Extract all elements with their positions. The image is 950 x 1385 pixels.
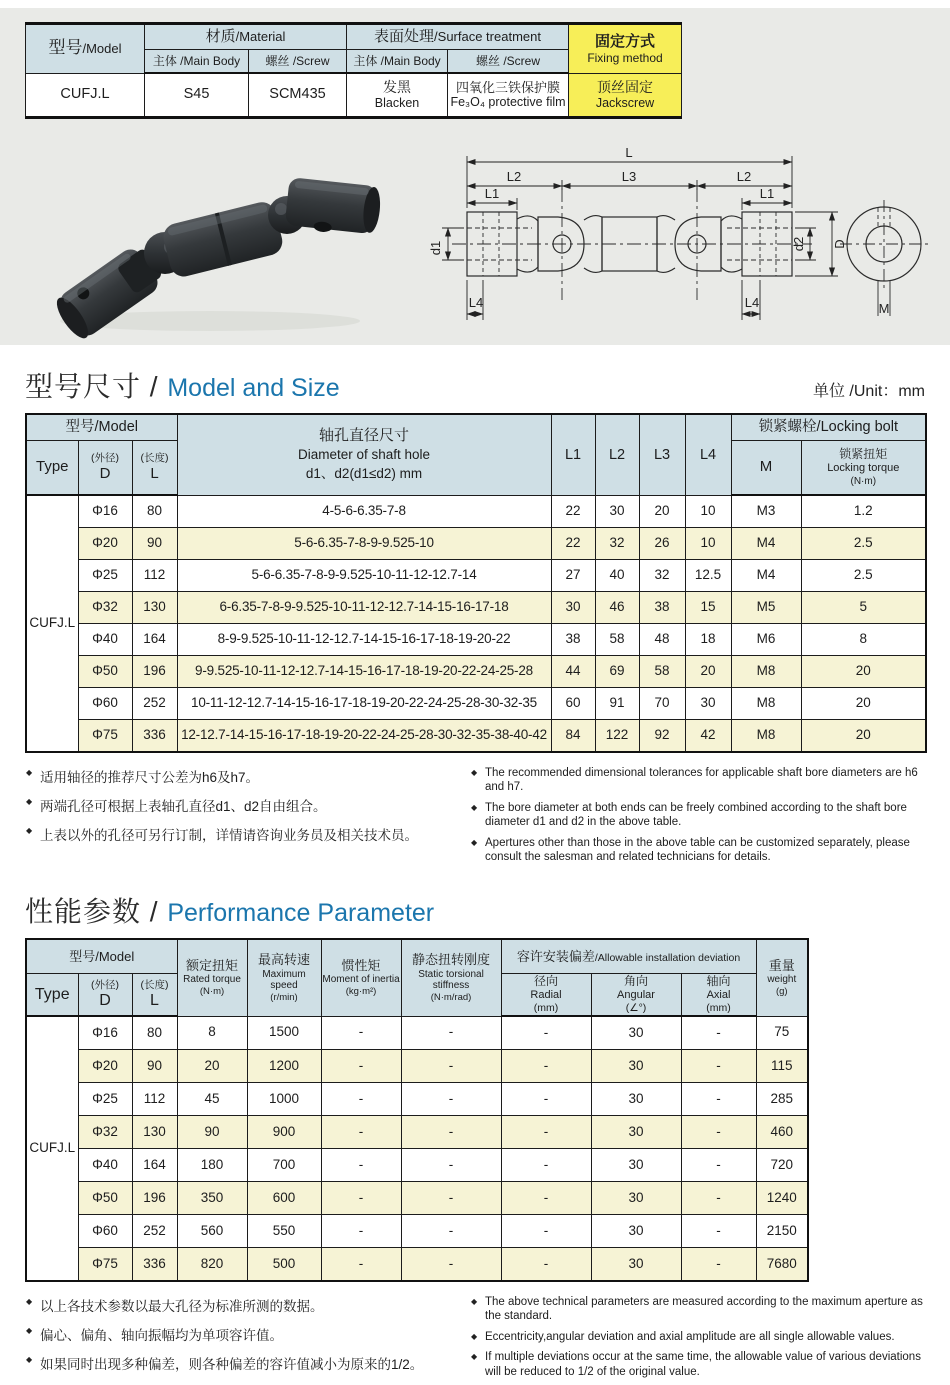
cell-max-speed: 550 bbox=[247, 1215, 321, 1248]
table-row bbox=[26, 495, 926, 528]
screw-header: 螺丝 /Screw bbox=[448, 50, 569, 74]
cell-torque: 1.2 bbox=[801, 495, 926, 528]
cell-m: M8 bbox=[731, 688, 801, 720]
table-row bbox=[26, 528, 926, 560]
cell-l3: 58 bbox=[639, 656, 685, 688]
cell-l2: 30 bbox=[595, 495, 639, 528]
cell-axial: - bbox=[681, 1215, 756, 1248]
cell-fixing-method: 顶丝固定 Jackscrew bbox=[569, 73, 682, 118]
length-header: (长度) L bbox=[132, 441, 177, 496]
cell-m: M8 bbox=[731, 656, 801, 688]
cell-outer-diameter: Φ40 bbox=[78, 624, 132, 656]
size-notes bbox=[25, 766, 925, 870]
dimension-labels bbox=[428, 145, 889, 316]
cell-angular: 30 bbox=[591, 1116, 681, 1149]
shaft-hole-header: 轴孔直径尺寸 Diameter of shaft hole d1、d2(d1≤d2) mm bbox=[177, 414, 551, 495]
main-body-header: 主体 /Main Body bbox=[145, 50, 249, 74]
cell-radial: - bbox=[501, 1182, 591, 1215]
universal-joint-photo bbox=[25, 143, 385, 343]
cell-l4: 10 bbox=[685, 528, 731, 560]
size-notes-en bbox=[470, 766, 925, 870]
cell-l4: 18 bbox=[685, 624, 731, 656]
dim-label-l1: L1 bbox=[759, 186, 775, 201]
cell-l4: 15 bbox=[685, 592, 731, 624]
cell-l2: 40 bbox=[595, 560, 639, 592]
cell-length: 196 bbox=[132, 656, 177, 688]
cell-axial: - bbox=[681, 1050, 756, 1083]
cell-inertia: - bbox=[321, 1215, 401, 1248]
note-item: ◆ 上表以外的孔径可另行订制，详情请咨询业务员及相关技术员。 bbox=[25, 824, 470, 844]
size-title-en: Model and Size bbox=[167, 374, 340, 402]
model-group-header: 型号/Model bbox=[26, 939, 177, 974]
cell-length: 252 bbox=[132, 1215, 177, 1248]
table-row bbox=[26, 1248, 808, 1282]
cell-l1: 30 bbox=[551, 592, 595, 624]
note-item: ◆ 偏心、偏角、轴向振幅均为单项容许值。 bbox=[25, 1324, 470, 1344]
cell-rated-torque: 820 bbox=[177, 1248, 247, 1282]
cell-radial: - bbox=[501, 1116, 591, 1149]
cell-outer-diameter: Φ32 bbox=[78, 592, 132, 624]
cell-inertia: - bbox=[321, 1149, 401, 1182]
top-section bbox=[0, 8, 950, 345]
cell-torque: 2.5 bbox=[801, 560, 926, 592]
perf-title-en: Performance Parameter bbox=[167, 899, 435, 928]
unit-note: 单位 /Unit：mm bbox=[812, 383, 925, 400]
surface-treatment-header: 表面处理/Surface treatment bbox=[347, 24, 569, 50]
cell-radial: - bbox=[501, 1016, 591, 1050]
cell-l1: 22 bbox=[551, 495, 595, 528]
cell-rated-torque: 180 bbox=[177, 1149, 247, 1182]
cell-length: 130 bbox=[132, 592, 177, 624]
cell-angular: 30 bbox=[591, 1050, 681, 1083]
cell-axial: - bbox=[681, 1083, 756, 1116]
cell-stiffness: - bbox=[401, 1083, 501, 1116]
cell-screw-material: SCM435 bbox=[249, 73, 347, 118]
cell-radial: - bbox=[501, 1083, 591, 1116]
axial-header: 轴向 Axial (mm) bbox=[681, 974, 756, 1016]
cell-screw-surface: 四氧化三铁保护膜 Fe₃O₄ protective film bbox=[448, 73, 569, 118]
material-header: 材质/Material bbox=[145, 24, 347, 50]
cell-outer-diameter: Φ60 bbox=[78, 1215, 132, 1248]
cell-l4: 42 bbox=[685, 720, 731, 753]
note-item: ◆ Eccentricity,angular deviation and axial amplitude are all single allowable values. bbox=[470, 1330, 925, 1344]
perf-notes-cn bbox=[25, 1295, 470, 1385]
radial-header: 径向 Radial (mm) bbox=[501, 974, 591, 1016]
cell-l4: 30 bbox=[685, 688, 731, 720]
cell-shaft-holes: 5-6-6.35-7-8-9-9.525-10-11-12-12.7-14 bbox=[177, 560, 551, 592]
note-item: ◆ Apertures other than those in the above table can be customized separately, please consult the salesman and related technicians for details. bbox=[470, 836, 925, 865]
cell-l1: 22 bbox=[551, 528, 595, 560]
stiffness-header: 静态扭转刚度 Static torsional stiffness (N·m/rad) bbox=[401, 939, 501, 1016]
note-item: ◆ If multiple deviations occur at the same time, the allowable value of various deviations will be reduced to 1/2 of the original value. bbox=[470, 1350, 925, 1379]
deviation-group-header: 容许安装偏差/Allowable installation deviation bbox=[501, 939, 756, 974]
dim-label-l4: L4 bbox=[468, 295, 484, 310]
cell-outer-diameter: Φ50 bbox=[78, 1182, 132, 1215]
size-notes-cn bbox=[25, 766, 470, 870]
cell-max-speed: 1200 bbox=[247, 1050, 321, 1083]
material-table bbox=[25, 22, 682, 119]
table-row bbox=[26, 1116, 808, 1149]
cell-max-speed: 700 bbox=[247, 1149, 321, 1182]
cell-radial: - bbox=[501, 1050, 591, 1083]
cell-shaft-holes: 12-12.7-14-15-16-17-18-19-20-22-24-25-28-30-32-35-38-40-42 bbox=[177, 720, 551, 753]
l3-header: L3 bbox=[639, 414, 685, 495]
cell-outer-diameter: Φ16 bbox=[78, 495, 132, 528]
perf-section-header bbox=[25, 890, 925, 930]
cell-m: M5 bbox=[731, 592, 801, 624]
cell-weight: 7680 bbox=[756, 1248, 808, 1282]
dim-label-l3: L3 bbox=[621, 169, 637, 184]
performance-table bbox=[25, 938, 809, 1282]
cell-max-speed: 500 bbox=[247, 1248, 321, 1282]
cell-l4: 12.5 bbox=[685, 560, 731, 592]
cell-rated-torque: 20 bbox=[177, 1050, 247, 1083]
inertia-header: 惯性矩 Moment of inertia (kg·m²) bbox=[321, 939, 401, 1016]
cell-torque: 8 bbox=[801, 624, 926, 656]
cell-body-material: S45 bbox=[145, 73, 249, 118]
angular-header: 角向 Angular (∠°) bbox=[591, 974, 681, 1016]
outer-diameter-header: (外径) D bbox=[78, 441, 132, 496]
dim-label-m: M bbox=[878, 301, 890, 316]
cell-body-surface: 发黑 Blacken bbox=[347, 73, 448, 118]
table-row bbox=[26, 1050, 808, 1083]
dim-label-l2: L2 bbox=[736, 169, 752, 184]
dimension-lines bbox=[442, 156, 838, 320]
cell-shaft-holes: 10-11-12-12.7-14-15-16-17-18-19-20-22-24-25-28-30-32-35 bbox=[177, 688, 551, 720]
table-row bbox=[26, 688, 926, 720]
cell-radial: - bbox=[501, 1149, 591, 1182]
cell-l2: 46 bbox=[595, 592, 639, 624]
cell-length: 90 bbox=[132, 528, 177, 560]
cell-l3: 92 bbox=[639, 720, 685, 753]
cell-max-speed: 900 bbox=[247, 1116, 321, 1149]
cell-shaft-holes: 9-9.525-10-11-12-12.7-14-15-16-17-18-19-20-22-24-25-28 bbox=[177, 656, 551, 688]
model-header: 型号/Model bbox=[26, 24, 145, 74]
length-header: (长度) L bbox=[132, 974, 177, 1016]
cell-length: 336 bbox=[132, 720, 177, 753]
cell-m: M4 bbox=[731, 560, 801, 592]
cell-weight: 115 bbox=[756, 1050, 808, 1083]
cell-stiffness: - bbox=[401, 1248, 501, 1282]
cell-l2: 69 bbox=[595, 656, 639, 688]
cell-max-speed: 1500 bbox=[247, 1016, 321, 1050]
cell-outer-diameter: Φ75 bbox=[78, 1248, 132, 1282]
cell-rated-torque: 45 bbox=[177, 1083, 247, 1116]
cell-length: 252 bbox=[132, 688, 177, 720]
cell-outer-diameter: Φ40 bbox=[78, 1149, 132, 1182]
cell-l1: 60 bbox=[551, 688, 595, 720]
cell-l2: 122 bbox=[595, 720, 639, 753]
cell-length: 164 bbox=[132, 1149, 177, 1182]
cell-rated-torque: 560 bbox=[177, 1215, 247, 1248]
cell-outer-diameter: Φ60 bbox=[78, 688, 132, 720]
cell-length: 336 bbox=[132, 1248, 177, 1282]
note-item: ◆ 两端孔径可根据上表轴孔直径d1、d2自由组合。 bbox=[25, 795, 470, 815]
cell-shaft-holes: 8-9-9.525-10-11-12-12.7-14-15-16-17-18-19-20-22 bbox=[177, 624, 551, 656]
type-header: Type bbox=[26, 974, 78, 1016]
cell-length: 164 bbox=[132, 624, 177, 656]
cell-max-speed: 1000 bbox=[247, 1083, 321, 1116]
rated-torque-header: 额定扭矩 Rated torque (N·m) bbox=[177, 939, 247, 1016]
cell-torque: 2.5 bbox=[801, 528, 926, 560]
cell-weight: 720 bbox=[756, 1149, 808, 1182]
cell-inertia: - bbox=[321, 1182, 401, 1215]
cell-stiffness: - bbox=[401, 1182, 501, 1215]
cell-stiffness: - bbox=[401, 1050, 501, 1083]
cell-outer-diameter: Φ32 bbox=[78, 1116, 132, 1149]
cell-m: M6 bbox=[731, 624, 801, 656]
model-group-header: 型号/Model bbox=[26, 414, 177, 441]
dimension-drawing bbox=[412, 124, 940, 346]
l2-header: L2 bbox=[595, 414, 639, 495]
table-row bbox=[26, 24, 682, 50]
max-speed-header: 最高转速 Maximum speed (r/min) bbox=[247, 939, 321, 1016]
cell-type: CUFJ.L bbox=[26, 1016, 78, 1281]
cell-l1: 27 bbox=[551, 560, 595, 592]
cell-stiffness: - bbox=[401, 1215, 501, 1248]
cell-rated-torque: 90 bbox=[177, 1116, 247, 1149]
dim-label-l: L bbox=[625, 145, 633, 160]
cell-l3: 20 bbox=[639, 495, 685, 528]
cell-type: CUFJ.L bbox=[26, 495, 78, 752]
cell-radial: - bbox=[501, 1215, 591, 1248]
table-row bbox=[26, 1215, 808, 1248]
cell-inertia: - bbox=[321, 1016, 401, 1050]
cell-l1: 44 bbox=[551, 656, 595, 688]
size-table bbox=[25, 413, 927, 753]
cell-max-speed: 600 bbox=[247, 1182, 321, 1215]
perf-title-cn: 性能参数 / bbox=[25, 896, 159, 928]
product-photo bbox=[25, 143, 385, 343]
cell-l3: 70 bbox=[639, 688, 685, 720]
table-row bbox=[26, 1016, 808, 1050]
cell-angular: 30 bbox=[591, 1215, 681, 1248]
cell-torque: 5 bbox=[801, 592, 926, 624]
cell-outer-diameter: Φ16 bbox=[78, 1016, 132, 1050]
cell-weight: 460 bbox=[756, 1116, 808, 1149]
note-item: ◆ The above technical parameters are measured according to the maximum aperture as the standard. bbox=[470, 1295, 925, 1324]
cell-model: CUFJ.L bbox=[26, 73, 145, 118]
cell-length: 130 bbox=[132, 1116, 177, 1149]
cell-l2: 58 bbox=[595, 624, 639, 656]
table-row bbox=[26, 720, 926, 753]
cell-weight: 1240 bbox=[756, 1182, 808, 1215]
cell-stiffness: - bbox=[401, 1149, 501, 1182]
cell-stiffness: - bbox=[401, 1116, 501, 1149]
table-row bbox=[26, 1149, 808, 1182]
cell-l1: 84 bbox=[551, 720, 595, 753]
dim-label-l2: L2 bbox=[506, 169, 522, 184]
cell-l3: 48 bbox=[639, 624, 685, 656]
cell-axial: - bbox=[681, 1016, 756, 1050]
dim-label-l4: L4 bbox=[744, 295, 760, 310]
cell-radial: - bbox=[501, 1248, 591, 1282]
cell-outer-diameter: Φ25 bbox=[78, 560, 132, 592]
table-row bbox=[26, 624, 926, 656]
outer-diameter-header: (外径) D bbox=[78, 974, 132, 1016]
note-item: ◆ The recommended dimensional tolerances for applicable shaft bore diameters are h6 and h7. bbox=[470, 766, 925, 795]
perf-notes-en bbox=[470, 1295, 925, 1385]
cell-length: 112 bbox=[132, 1083, 177, 1116]
cell-m: M4 bbox=[731, 528, 801, 560]
cell-outer-diameter: Φ20 bbox=[78, 528, 132, 560]
cell-shaft-holes: 4-5-6-6.35-7-8 bbox=[177, 495, 551, 528]
m-header: M bbox=[731, 441, 801, 496]
cell-shaft-holes: 5-6-6.35-7-8-9-9.525-10 bbox=[177, 528, 551, 560]
note-item: ◆ The bore diameter at both ends can be freely combined according to the shaft bore diameter d1 and d2 in the above table. bbox=[470, 801, 925, 830]
cell-l4: 10 bbox=[685, 495, 731, 528]
note-item: ◆ 适用轴径的推荐尺寸公差为h6及h7。 bbox=[25, 766, 470, 786]
cell-axial: - bbox=[681, 1182, 756, 1215]
locking-torque-header: 锁紧扭矩 Locking torque (N·m) bbox=[801, 441, 926, 496]
table-row bbox=[26, 414, 926, 441]
l4-header: L4 bbox=[685, 414, 731, 495]
cell-angular: 30 bbox=[591, 1083, 681, 1116]
perf-notes bbox=[25, 1295, 925, 1385]
cell-angular: 30 bbox=[591, 1248, 681, 1282]
dim-label-l1: L1 bbox=[484, 186, 500, 201]
cell-l1: 38 bbox=[551, 624, 595, 656]
cell-angular: 30 bbox=[591, 1016, 681, 1050]
cell-torque: 20 bbox=[801, 688, 926, 720]
locking-bolt-group-header: 锁紧螺栓/Locking bolt bbox=[731, 414, 926, 441]
end-view bbox=[840, 200, 928, 316]
cell-inertia: - bbox=[321, 1248, 401, 1282]
cell-weight: 75 bbox=[756, 1016, 808, 1050]
hidden-lines bbox=[452, 188, 812, 300]
cell-outer-diameter: Φ75 bbox=[78, 720, 132, 753]
cell-length: 112 bbox=[132, 560, 177, 592]
dim-label-d1: d1 bbox=[428, 240, 443, 256]
size-section-header bbox=[25, 365, 925, 405]
cell-m: M8 bbox=[731, 720, 801, 753]
cell-weight: 2150 bbox=[756, 1215, 808, 1248]
cell-outer-diameter: Φ50 bbox=[78, 656, 132, 688]
table-row bbox=[26, 656, 926, 688]
cell-length: 80 bbox=[132, 1016, 177, 1050]
note-item: ◆ 以上各技术参数以最大孔径为标准所测的数据。 bbox=[25, 1295, 470, 1315]
cell-axial: - bbox=[681, 1248, 756, 1282]
size-title-cn: 型号尺寸 / bbox=[25, 371, 159, 402]
cell-l3: 26 bbox=[639, 528, 685, 560]
table-row bbox=[26, 592, 926, 624]
cell-weight: 285 bbox=[756, 1083, 808, 1116]
fixing-method-header: 固定方式 Fixing method bbox=[569, 24, 682, 74]
perf-section-title bbox=[25, 890, 434, 930]
cell-rated-torque: 350 bbox=[177, 1182, 247, 1215]
dim-label-d2: d2 bbox=[791, 236, 806, 252]
cell-inertia: - bbox=[321, 1050, 401, 1083]
cell-inertia: - bbox=[321, 1116, 401, 1149]
cell-torque: 20 bbox=[801, 656, 926, 688]
dim-label-D: D bbox=[832, 239, 847, 249]
cell-l2: 91 bbox=[595, 688, 639, 720]
cell-l4: 20 bbox=[685, 656, 731, 688]
l1-header: L1 bbox=[551, 414, 595, 495]
cell-outer-diameter: Φ25 bbox=[78, 1083, 132, 1116]
type-header: Type bbox=[26, 441, 78, 496]
table-row bbox=[26, 939, 808, 974]
cell-length: 80 bbox=[132, 495, 177, 528]
cell-axial: - bbox=[681, 1149, 756, 1182]
table-row bbox=[26, 73, 682, 118]
cell-length: 196 bbox=[132, 1182, 177, 1215]
cell-m: M3 bbox=[731, 495, 801, 528]
cell-l3: 38 bbox=[639, 592, 685, 624]
cell-inertia: - bbox=[321, 1083, 401, 1116]
table-row bbox=[26, 560, 926, 592]
screw-header: 螺丝 /Screw bbox=[249, 50, 347, 74]
cell-rated-torque: 8 bbox=[177, 1016, 247, 1050]
cell-length: 90 bbox=[132, 1050, 177, 1083]
cell-angular: 30 bbox=[591, 1149, 681, 1182]
cell-stiffness: - bbox=[401, 1016, 501, 1050]
size-section-title bbox=[25, 365, 340, 405]
cell-angular: 30 bbox=[591, 1182, 681, 1215]
note-item: ◆ 如果同时出现多种偏差，则各种偏差的容许值减小为原来的1/2。 bbox=[25, 1353, 470, 1373]
weight-header: 重量 weight (g) bbox=[756, 939, 808, 1016]
cell-l3: 32 bbox=[639, 560, 685, 592]
cell-torque: 20 bbox=[801, 720, 926, 753]
main-body-header: 主体 /Main Body bbox=[347, 50, 448, 74]
table-row bbox=[26, 1083, 808, 1116]
cell-l2: 32 bbox=[595, 528, 639, 560]
table-row bbox=[26, 1182, 808, 1215]
cell-outer-diameter: Φ20 bbox=[78, 1050, 132, 1083]
cell-shaft-holes: 6-6.35-7-8-9-9.525-10-11-12-12.7-14-15-16-17-18 bbox=[177, 592, 551, 624]
cell-axial: - bbox=[681, 1116, 756, 1149]
dimension-drawing-svg bbox=[412, 124, 940, 346]
